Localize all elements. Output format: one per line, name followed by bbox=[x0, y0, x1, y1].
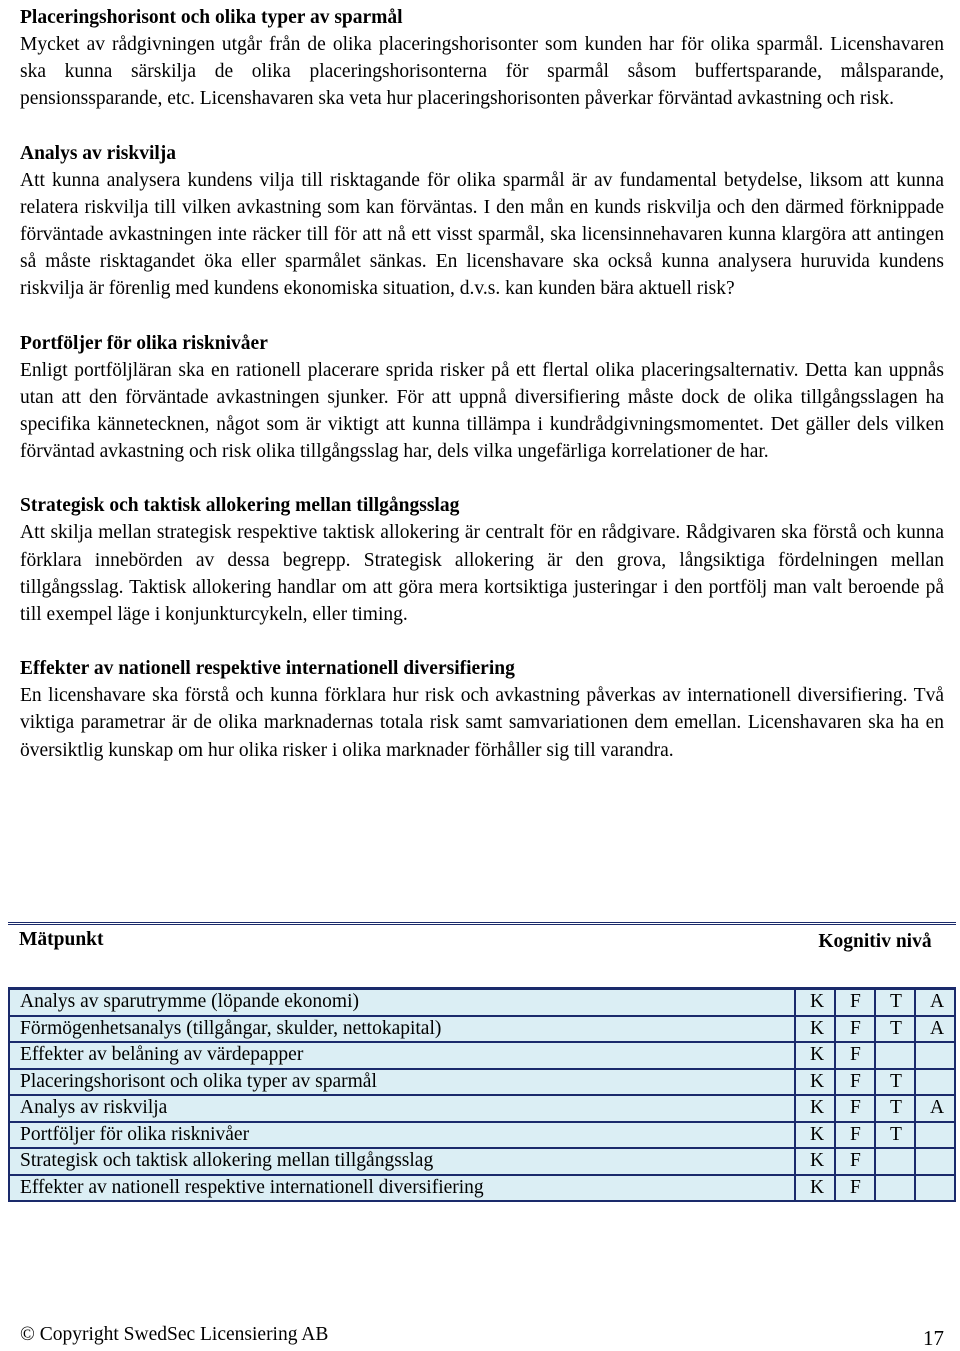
table-row bbox=[9, 1175, 955, 1202]
section-heading: Strategisk och taktisk allokering mellan tillgångsslag bbox=[20, 495, 460, 517]
row-label: Effekter av nationell respektive internationell diversifiering bbox=[9, 1175, 795, 1202]
cognitive-level-cell: A bbox=[915, 1016, 955, 1043]
cognitive-level-cell bbox=[915, 1175, 955, 1202]
section-riskvilja bbox=[20, 140, 944, 303]
cognitive-level-cell: K bbox=[795, 1095, 835, 1122]
row-label: Effekter av belåning av värdepapper bbox=[9, 1042, 795, 1069]
table-row bbox=[9, 1148, 955, 1175]
cognitive-level-cell: F bbox=[835, 1175, 875, 1202]
section-heading: Portföljer för olika risknivåer bbox=[20, 332, 268, 354]
row-label: Analys av riskvilja bbox=[9, 1095, 795, 1122]
cognitive-level-cell: A bbox=[915, 989, 955, 1016]
table-header-row bbox=[9, 925, 955, 989]
cognitive-level-cell: F bbox=[835, 1148, 875, 1175]
cognitive-level-cell bbox=[915, 1069, 955, 1096]
matpunkt-table bbox=[8, 922, 956, 1202]
table-row bbox=[9, 1122, 955, 1149]
cognitive-level-cell: A bbox=[915, 1095, 955, 1122]
cognitive-level-cell: T bbox=[875, 989, 915, 1016]
section-text: Mycket av rådgivningen utgår från de olika placeringshorisonter som kunden har för olika sparmål. Licenshavaren ska kunna särskilja de olika placeringshorisonterna för sparmål såsom buffertsparande, målsparande, pensionssparande, etc. Licenshavaren ska veta hur placeringshorisonten påverkar förväntad avkastning och risk. bbox=[20, 34, 944, 110]
cognitive-level-cell: F bbox=[835, 1122, 875, 1149]
cognitive-level-cell: K bbox=[795, 989, 835, 1016]
cognitive-level-cell: K bbox=[795, 1042, 835, 1069]
section-heading: Analys av riskvilja bbox=[20, 142, 177, 164]
copyright-text: © Copyright SwedSec Licensiering AB bbox=[20, 1324, 329, 1345]
section-diversifiering bbox=[20, 655, 944, 764]
cognitive-level-cell: F bbox=[835, 989, 875, 1016]
cognitive-level-cell bbox=[915, 1042, 955, 1069]
row-label: Portföljer för olika risknivåer bbox=[9, 1122, 795, 1149]
cognitive-level-cell bbox=[915, 1122, 955, 1149]
row-label: Förmögenhetsanalys (tillgångar, skulder, nettokapital) bbox=[9, 1016, 795, 1043]
page-number: 17 bbox=[923, 1326, 944, 1350]
cognitive-level-cell: T bbox=[875, 1122, 915, 1149]
section-portfoljer bbox=[20, 330, 944, 466]
table-row bbox=[9, 1095, 955, 1122]
cognitive-level-cell bbox=[875, 1042, 915, 1069]
cognitive-level-cell: K bbox=[795, 1069, 835, 1096]
section-heading: Placeringshorisont och olika typer av sparmål bbox=[20, 7, 403, 28]
cognitive-level-cell: K bbox=[795, 1016, 835, 1043]
row-label: Strategisk och taktisk allokering mellan tillgångsslag bbox=[9, 1148, 795, 1175]
cognitive-level-cell: K bbox=[795, 1148, 835, 1175]
header-matpunkt: Mätpunkt bbox=[19, 929, 104, 950]
cognitive-level-cell: K bbox=[795, 1175, 835, 1202]
cognitive-level-cell: T bbox=[875, 1016, 915, 1043]
section-allokering bbox=[20, 492, 944, 628]
table-row bbox=[9, 1042, 955, 1069]
cognitive-level-cell: F bbox=[835, 1016, 875, 1043]
table-row bbox=[9, 1016, 955, 1043]
section-heading: Effekter av nationell respektive internationell diversifiering bbox=[20, 658, 515, 680]
cognitive-level-cell: T bbox=[875, 1095, 915, 1122]
cognitive-level-cell bbox=[915, 1148, 955, 1175]
header-kognitiv-niva: Kognitiv nivå bbox=[818, 931, 932, 952]
table-row bbox=[9, 989, 955, 1016]
section-text: En licenshavare ska förstå och kunna förklara hur risk och avkastning påverkas av internationell diversifiering. Två viktiga parametrar är de olika marknadernas totala risk samt samvariationen dem emellan. Licenshavaren ska ha en översiktlig kunskap om hur olika risker i olika marknader förhåller sig till varandra. bbox=[20, 685, 944, 761]
cognitive-level-cell: F bbox=[835, 1042, 875, 1069]
section-text: Att skilja mellan strategisk respektive taktisk allokering är centralt för en rådgivare. Rådgivaren ska förstå och kunna förklara innebörden av dessa begrepp. Strategisk allokering är den grova, långsiktiga fördelningen mellan tillgångsslag. Taktisk allokering handlar om att göra mera kortsiktiga justeringar i den portfölj man valt beroende på till exempel läge i konjunkturcykeln, eller timing. bbox=[20, 522, 944, 626]
cognitive-level-cell: F bbox=[835, 1095, 875, 1122]
section-text: Att kunna analysera kundens vilja till risktagande för olika sparmål är av fundamental betydelse, liksom att kunna relatera riskvilja till vilken avkastning som kan förväntas. I den mån en kunds riskvilja och den därmed förknippade förväntade avkastningen inte räcker till för att nå ett visst sparmål, ska licensinnehavaren kunna klargöra att antingen så måste risktagandet öka eller sparmålet sänkas. En licenshavare ska också kunna analysera huruvida kundens riskvilja är förenlig med kundens ekonomiska situation, d.v.s. kan kunden bära aktuell risk? bbox=[20, 169, 944, 300]
section-placeringshorisont bbox=[20, 4, 944, 113]
cognitive-level-cell: F bbox=[835, 1069, 875, 1096]
cognitive-level-cell bbox=[875, 1175, 915, 1202]
document-body bbox=[20, 4, 944, 764]
row-label: Placeringshorisont och olika typer av sparmål bbox=[9, 1069, 795, 1096]
cognitive-level-cell: T bbox=[875, 1069, 915, 1096]
table-row bbox=[9, 1069, 955, 1096]
cognitive-level-cell: K bbox=[795, 1122, 835, 1149]
section-text: Enligt portföljläran ska en rationell placerare sprida risker på ett flertal olika placeringsalternativ. Detta kan uppnås utan att den förväntade avkastningen sjunker. För att uppnå diversifiering måste dock de olika tillgångsslagen ha specifika kännetecknen, något som är viktigt att kunna tillämpa i kundrådgivningsmomentet. Det gäller dels vilken förväntad avkastning och risk olika tillgångsslag har, dels vilka ungefärliga korrelationer de har. bbox=[20, 359, 944, 463]
row-label: Analys av sparutrymme (löpande ekonomi) bbox=[9, 989, 795, 1016]
cognitive-level-cell bbox=[875, 1148, 915, 1175]
